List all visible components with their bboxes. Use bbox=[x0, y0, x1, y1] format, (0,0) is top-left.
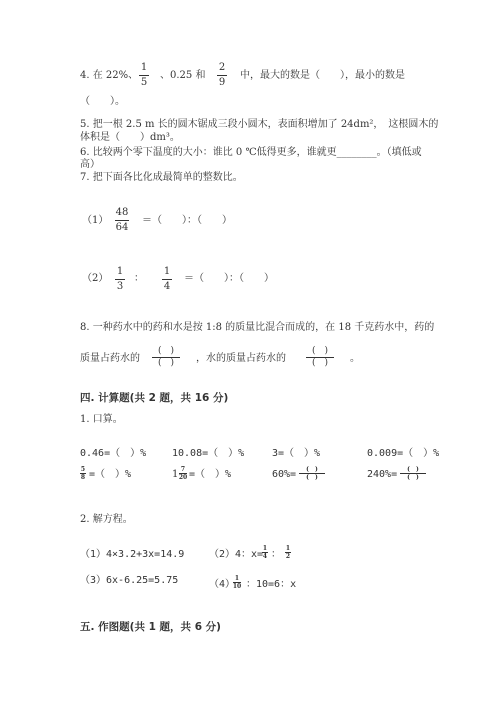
oral-r2-c-head: 60%= bbox=[272, 469, 297, 480]
blank-numerator: ( ) bbox=[407, 466, 419, 473]
equation-2-head: （2）4：x= bbox=[209, 549, 264, 560]
q4-fraction-1 bbox=[139, 62, 149, 89]
q4-mid: 、0.25 和 bbox=[160, 70, 206, 81]
q7-p2b-numerator: 1 bbox=[163, 266, 171, 277]
equation-4-head: （4） bbox=[209, 579, 236, 590]
blank-denominator: ( ) bbox=[407, 474, 419, 481]
q8-line2a: 质量占药水的 bbox=[80, 353, 140, 364]
denominator: 2 bbox=[285, 553, 291, 560]
q6-line2: 高） bbox=[80, 159, 100, 170]
denominator: 8 bbox=[80, 474, 86, 481]
denominator: 20 bbox=[178, 474, 188, 481]
q4-f2-numerator: 2 bbox=[218, 62, 226, 73]
q7-p2a-denominator: 3 bbox=[116, 281, 124, 292]
numerator: 1 bbox=[285, 545, 291, 552]
denominator: 10 bbox=[232, 583, 242, 590]
q7-title: 7. 把下面各比化成最简单的整数比。 bbox=[80, 172, 243, 183]
oral-r2-a-tail: =（ ）% bbox=[89, 469, 132, 480]
fraction-bar bbox=[162, 279, 172, 280]
q5-line1: 5. 把一根 2.5 m 长的圆木锯成三段小圆木，表面积增加了 24dm²， 这根圆木的 bbox=[80, 119, 439, 130]
fraction-bar bbox=[115, 220, 129, 221]
oral-r1-a: 0.46=（ ）% bbox=[80, 448, 147, 459]
numerator: 7 bbox=[180, 466, 186, 473]
q5-line2: 体积是（ ）dm³。 bbox=[80, 132, 180, 143]
q4-tail: 中，最大的数是（ ），最小的数是 bbox=[240, 70, 405, 81]
q7-p1-numerator: 48 bbox=[115, 207, 129, 218]
q7-p2-label: （2） bbox=[82, 273, 109, 284]
equation-1: （1）4×3.2+3x=14.9 bbox=[80, 549, 185, 560]
q8-line2c: 。 bbox=[350, 353, 360, 364]
q7-p2-fraction-a bbox=[115, 266, 125, 293]
oral-r2-c-blank-fraction[interactable] bbox=[299, 466, 325, 481]
equation-3: （3）6x-6.25=5.75 bbox=[80, 575, 179, 586]
numerator: 1 bbox=[262, 545, 268, 552]
section4-heading: 四. 计算题(共 2 题，共 16 分) bbox=[80, 392, 229, 404]
fraction-bar bbox=[217, 75, 227, 76]
equation-2-colon: ： bbox=[271, 549, 281, 560]
fraction-bar bbox=[115, 279, 125, 280]
oral-r2-d-blank-fraction[interactable] bbox=[400, 466, 426, 481]
q4-f2-denominator: 9 bbox=[218, 77, 226, 88]
q4-f1-numerator: 1 bbox=[140, 62, 148, 73]
q6-line1: 6. 比较两个零下温度的大小：谁比 0 ℃低得更多，谁就更________。（填低或 bbox=[80, 147, 422, 158]
section5-heading: 五. 作图题(共 1 题，共 6 分) bbox=[80, 621, 221, 633]
blank-denominator: ( ) bbox=[157, 358, 175, 368]
blank-denominator: ( ) bbox=[311, 358, 329, 368]
oral-r2-b-whole: 1 bbox=[172, 469, 179, 480]
oral-r2-b-tail: =（ ）% bbox=[189, 469, 232, 480]
equation-2-fraction-a bbox=[262, 545, 268, 560]
q4-line2: （ ）。 bbox=[80, 96, 125, 107]
q7-p2-colon: ： bbox=[134, 273, 144, 284]
q8-line2b: ，水的质量占药水的 bbox=[196, 353, 286, 364]
q8-line1: 8. 一种药水中的药和水是按 1:8 的质量比混合而成的，在 18 千克药水中，药的 bbox=[80, 322, 435, 333]
q7-p1-label: （1） bbox=[82, 215, 109, 226]
q7-p2-tail: ＝（ ）：（ ） bbox=[184, 273, 274, 284]
oral-r1-c: 3=（ ）% bbox=[272, 448, 321, 459]
q7-p1-tail: ＝（ ）：（ ） bbox=[142, 215, 232, 226]
q4-f1-denominator: 5 bbox=[140, 77, 148, 88]
oral-r2-b-fraction bbox=[179, 466, 187, 481]
equation-4-tail: ：10=6：x bbox=[246, 579, 297, 590]
q4-fraction-2 bbox=[217, 62, 227, 89]
numerator: 5 bbox=[80, 466, 86, 473]
section4-sub1: 1. 口算。 bbox=[80, 414, 123, 425]
oral-r1-b: 10.08=（ ）% bbox=[172, 448, 245, 459]
blank-denominator: ( ) bbox=[306, 474, 318, 481]
q8-blank-fraction-2[interactable] bbox=[306, 346, 334, 369]
q7-p2b-denominator: 4 bbox=[163, 281, 171, 292]
blank-numerator: ( ) bbox=[311, 346, 329, 356]
equation-4-fraction bbox=[233, 575, 241, 590]
q4-prefix: 4. 在 22%、 bbox=[80, 70, 139, 81]
section4-sub2: 2. 解方程。 bbox=[80, 514, 133, 525]
oral-r1-d: 0.009=（ ）% bbox=[367, 448, 440, 459]
oral-r2-a-fraction bbox=[80, 466, 86, 481]
fraction-bar bbox=[139, 75, 149, 76]
q8-blank-fraction-1[interactable] bbox=[152, 346, 180, 369]
blank-numerator: ( ) bbox=[157, 346, 175, 356]
q7-p2-fraction-b bbox=[162, 266, 172, 293]
q7-p1-denominator: 64 bbox=[115, 222, 129, 233]
denominator: 4 bbox=[262, 553, 268, 560]
blank-numerator: ( ) bbox=[306, 466, 318, 473]
q7-p2a-numerator: 1 bbox=[116, 266, 124, 277]
oral-r2-d-head: 240%= bbox=[367, 469, 398, 480]
equation-2-fraction-b bbox=[285, 545, 291, 560]
q7-p1-fraction bbox=[115, 207, 129, 234]
numerator: 1 bbox=[234, 575, 240, 582]
